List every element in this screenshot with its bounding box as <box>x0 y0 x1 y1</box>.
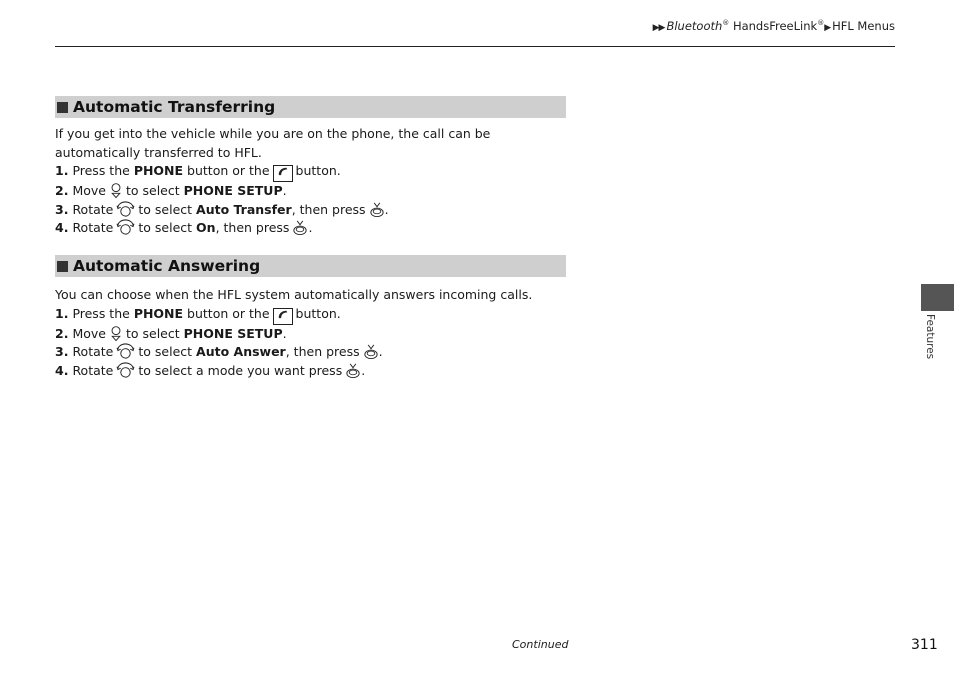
breadcrumb-arrows: ▶▶ <box>652 23 665 33</box>
interface-dial-rotate-icon <box>116 201 135 218</box>
breadcrumb-bluetooth: Bluetooth <box>666 19 723 33</box>
step-4: 4. Rotate to select On, then press . <box>55 220 313 236</box>
interface-dial-move-icon <box>109 325 123 342</box>
section-title: Automatic Answering <box>73 257 261 275</box>
section-intro: If you get into the vehicle while you are on the phone, the call can be automatically transferred to HFL. <box>55 126 491 160</box>
header-rule <box>55 46 895 47</box>
registered-mark: ® <box>817 19 825 28</box>
page-number: 311 <box>911 637 938 653</box>
interface-dial-move-icon <box>109 182 123 199</box>
registered-mark: ® <box>722 19 730 28</box>
phone-icon <box>273 308 293 325</box>
section-automatic-answering <box>55 255 566 380</box>
step-3: 3. Rotate to select Auto Transfer, then press . <box>55 201 389 217</box>
breadcrumb-separator: ▶ <box>824 23 831 33</box>
breadcrumb-hfl-menus: HFL Menus <box>832 19 895 33</box>
breadcrumb <box>653 19 895 33</box>
step-3: 3. Rotate to select Auto Answer, then press . <box>55 344 383 360</box>
heading-square-icon <box>57 261 68 272</box>
step-1: 1. Press the PHONE button or the button. <box>55 162 566 182</box>
interface-dial-press-icon <box>292 219 308 236</box>
heading-square-icon <box>57 102 68 113</box>
interface-dial-rotate-icon <box>116 362 135 379</box>
interface-dial-press-icon <box>369 201 385 218</box>
interface-dial-press-icon <box>345 362 361 379</box>
section-title: Automatic Transferring <box>73 98 276 116</box>
interface-dial-rotate-icon <box>116 219 135 236</box>
section-heading <box>55 96 566 118</box>
breadcrumb-handsfreelink: HandsFreeLink <box>732 19 818 33</box>
interface-dial-rotate-icon <box>116 343 135 360</box>
continued-label: Continued <box>512 638 569 651</box>
step-2: 2. Move to select PHONE SETUP. <box>55 183 287 198</box>
step-4: 4. Rotate to select a mode you want press . <box>55 362 366 378</box>
step-1: 1. Press the PHONE button or the button. <box>55 305 566 325</box>
chapter-tab-label: Features <box>924 314 936 360</box>
phone-icon <box>273 165 293 182</box>
interface-dial-press-icon <box>363 343 379 360</box>
chapter-tab <box>921 284 954 311</box>
section-heading <box>55 255 566 277</box>
section-intro: You can choose when the HFL system automatically answers incoming calls. <box>55 287 533 302</box>
step-2: 2. Move to select PHONE SETUP. <box>55 325 287 341</box>
section-automatic-transferring <box>55 96 566 238</box>
